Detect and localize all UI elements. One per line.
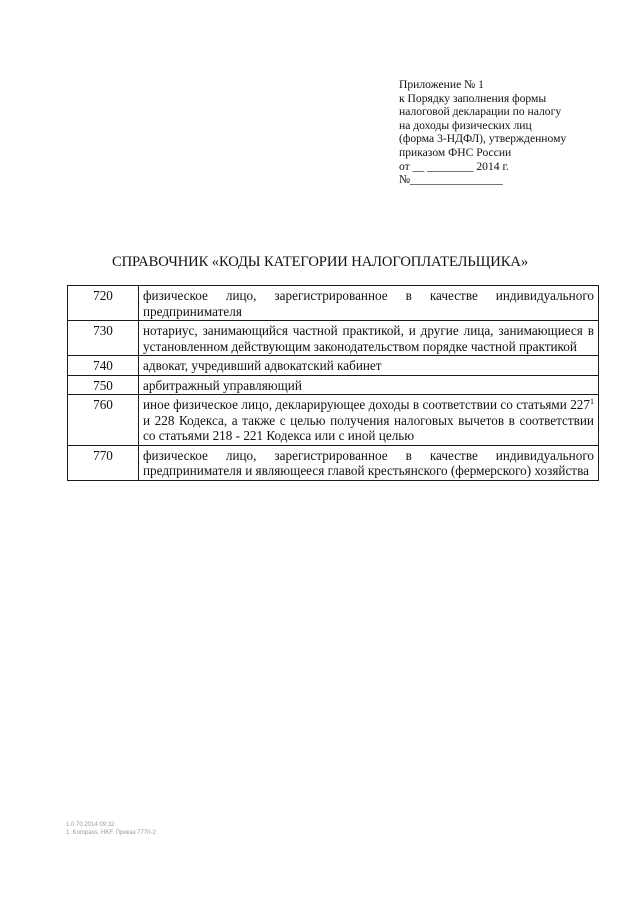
table-row <box>68 286 599 321</box>
appendix-line: Приложение № 1 <box>399 78 484 91</box>
category-code: 750 <box>68 375 139 395</box>
category-description: физическое лицо, зарегистрированное в качестве индивидуального предпринимателя <box>139 286 599 321</box>
appendix-line: приказом ФНС России <box>399 145 512 159</box>
category-code: 720 <box>68 286 139 321</box>
category-code: 760 <box>68 395 139 446</box>
article-superscript: 1 <box>590 397 594 406</box>
category-description: арбитражный управляющий <box>139 375 599 395</box>
category-code: 740 <box>68 356 139 376</box>
category-code: 770 <box>68 445 139 480</box>
category-description <box>139 395 599 446</box>
stamp-line: 1. Kompass. HKF. Приказ 7770-2 <box>66 830 156 836</box>
print-stamp <box>66 821 156 837</box>
table-row <box>68 375 599 395</box>
appendix-line: к Порядку заполнения формы <box>399 91 547 105</box>
appendix-line: от __ ________ 2014 г. <box>399 159 509 173</box>
table-row <box>68 356 599 376</box>
appendix-line: №________________ <box>399 173 503 187</box>
appendix-line: (форма 3-НДФЛ), утвержденному <box>399 132 567 146</box>
appendix-line: на доходы физических лиц <box>399 118 532 132</box>
table-row <box>68 445 599 480</box>
category-description: нотариус, занимающийся частной практикой, и другие лица, занимающиеся в установленном действующим законодательством порядке частной практикой <box>139 321 599 356</box>
appendix-note <box>399 78 599 187</box>
stamp-line: 1.0.70.2014 09:32 <box>66 822 115 828</box>
category-code: 730 <box>68 321 139 356</box>
category-description: адвокат, учредивший адвокатский кабинет <box>139 356 599 376</box>
table-row <box>68 395 599 446</box>
taxpayer-category-table <box>67 285 599 481</box>
document-title: СПРАВОЧНИК «КОДЫ КАТЕГОРИИ НАЛОГОПЛАТЕЛЬЩИКА» <box>111 254 529 270</box>
table-row <box>68 321 599 356</box>
description-text: иное физическое лицо, декларирующее доходы в соответствии со статьями 227 <box>143 397 590 412</box>
appendix-line: налоговой декларации по налогу <box>399 105 562 119</box>
category-description: физическое лицо, зарегистрированное в качестве индивидуального предпринимателя и являющееся главой крестьянского (фермерского) хозяйства <box>139 445 599 480</box>
description-text: и 228 Кодекса, а также с целью получения налоговых вычетов в соответствии со статьями 218 - 221 Кодекса или с иной целью <box>143 412 594 443</box>
